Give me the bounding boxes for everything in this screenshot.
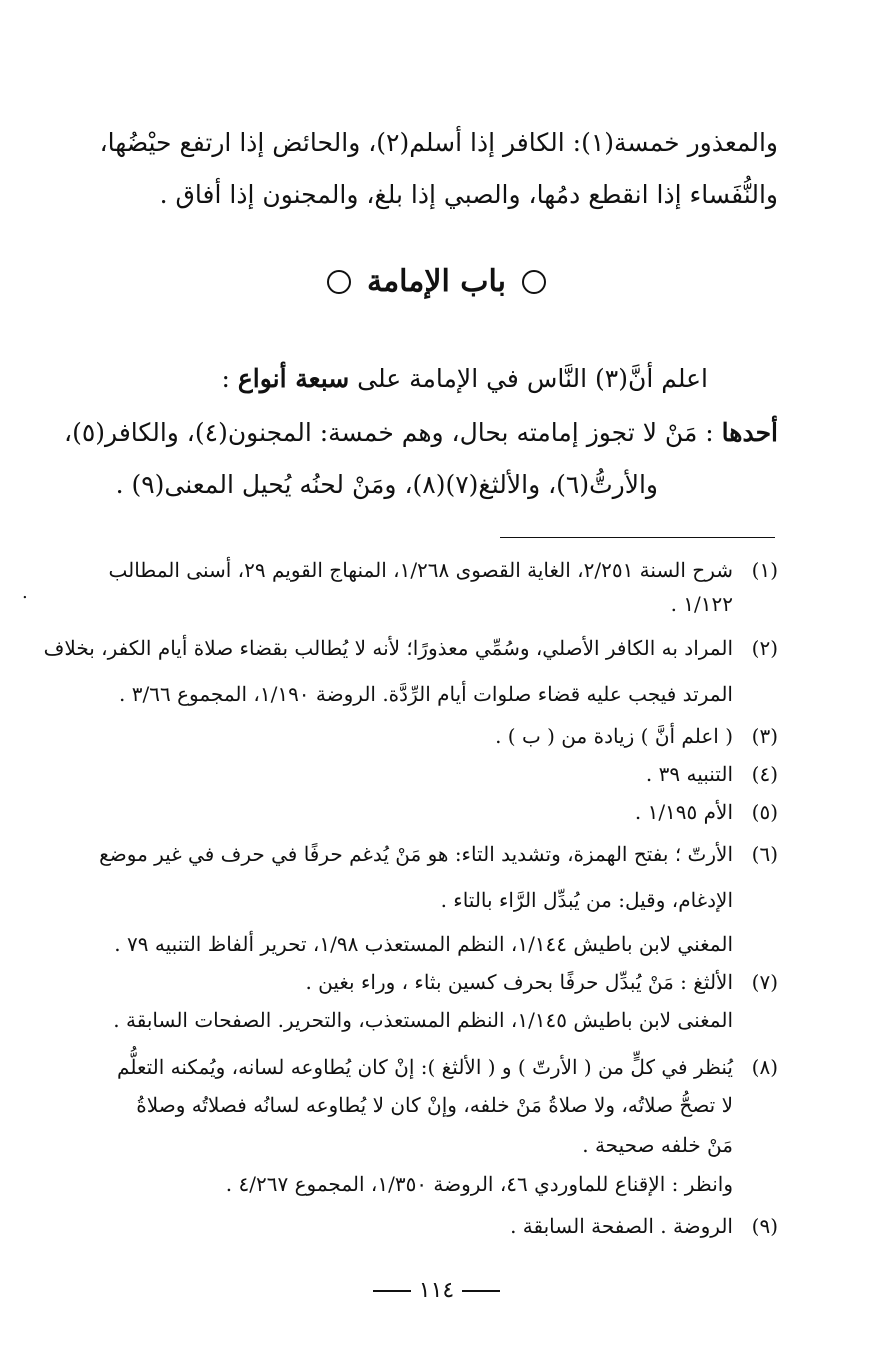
page-number-value: ١١٤: [418, 1278, 455, 1303]
footnote-line: الأرتّ ؛ بفتح الهمزة، وتشديد التاء: هو مَنْ يُدغم حرفًا في حرف في غير موضع: [99, 842, 733, 866]
section-line-1-end: :: [221, 364, 238, 393]
footnote-line: المراد به الكافر الأصلي، وسُمِّي معذورًا؛ لأنه لا يُطالب بقضاء صلاة أيام الكفر، بخلاف: [43, 636, 733, 660]
footnote-line: لا تصحُّ صلاتُه، ولا صلاةُ مَنْ خلفه، وإنْ كان لا يُطاوعه لسانُه فصلاتُه وصلاةُ: [136, 1093, 733, 1117]
page-number: [0, 1278, 873, 1303]
footnote-line: المرتد فيجب عليه قضاء صلوات أيام الرِّدَّة. الروضة ١/١٩٠، المجموع ٣/٦٦ .: [119, 682, 733, 706]
section-line-1: [221, 364, 708, 393]
footnote-line: وانظر : الإقناع للماوردي ٤٦، الروضة ١/٣٥٠، المجموع ٤/٢٦٧ .: [225, 1172, 733, 1196]
footnote-line: المغنى لابن باطيش ١/١٤٥، النظم المستعذب، والتحرير. الصفحات السابقة .: [113, 1008, 733, 1032]
circle-ornament-icon: [522, 270, 546, 294]
footnote-line: مَنْ خلفه صحيحة .: [582, 1133, 733, 1157]
footnote-line: التنبيه ٣٩ .: [645, 762, 733, 786]
footnote-number: (١): [751, 558, 778, 582]
footnote-number: (٥): [751, 800, 778, 824]
footnote-line: المغني لابن باطيش ١/١٤٤، النظم المستعذب ١/٩٨، تحرير ألفاظ التنبيه ٧٩ .: [114, 932, 733, 956]
dash-right: [373, 1290, 411, 1292]
section-line-2-text: : مَنْ لا تجوز إمامته بحال، وهم خمسة: المجنون(٤)، والكافر(٥)،: [64, 418, 722, 447]
footnote-line: ١/١٢٢ .: [670, 592, 733, 616]
footnote-number: (٨): [751, 1055, 778, 1079]
section-emphasis: سبعة أنواع: [237, 364, 350, 393]
circle-ornament-icon: [327, 270, 351, 294]
footnote-line: الإدغام، وقيل: من يُبدِّل الرَّاء بالتاء .: [440, 888, 733, 912]
section-label: أحدها: [721, 418, 778, 447]
section-line-3: والأرتُّ(٦)، والألثغ(٧)(٨)، ومَنْ لحنُه يُحيل المعنى(٩) .: [115, 470, 658, 499]
section-line-1-text: اعلم أنَّ(٣) النَّاس في الإمامة على: [349, 364, 708, 393]
intro-line-2: والنُّفَساء إذا انقطع دمُها، والصبي إذا بلغ، والمجنون إذا أفاق .: [159, 180, 778, 209]
footnote-line: الروضة . الصفحة السابقة .: [510, 1214, 733, 1238]
dash-left: [462, 1290, 500, 1292]
section-line-2: [64, 418, 778, 447]
chapter-title: باب الإمامة: [367, 264, 506, 299]
footnote-line: الألثغ : مَنْ يُبدِّل حرفًا بحرف كسين بثاء ، وراء بغين .: [305, 970, 733, 994]
footnote-line: شرح السنة ٢/٢٥١، الغاية القصوى ١/٢٦٨، المنهاج القويم ٢٩، أسنى المطالب: [108, 558, 733, 582]
footnote-separator: [500, 537, 775, 538]
intro-line-1: والمعذور خمسة(١): الكافر إذا أسلم(٢)، والحائض إذا ارتفع حيْضُها،: [99, 128, 778, 157]
footnote-number: (٩): [751, 1214, 778, 1238]
footnote-number: (٦): [751, 842, 778, 866]
chapter-heading: [0, 264, 873, 299]
footnote-number: (٣): [751, 724, 778, 748]
footnote-line: يُنظر في كلٍّ من ( الأرتّ ) و ( الألثغ ): إنْ كان يُطاوعه لسانه، ويُمكنه التعلُّم: [117, 1055, 733, 1079]
stray-mark: .: [22, 582, 28, 603]
footnote-number: (٢): [751, 636, 778, 660]
footnote-line: الأم ١/١٩٥ .: [634, 800, 733, 824]
footnote-number: (٤): [751, 762, 778, 786]
footnote-line: ( اعلم أنَّ ) زيادة من ( ب ) .: [495, 724, 733, 748]
footnote-number: (٧): [751, 970, 778, 994]
